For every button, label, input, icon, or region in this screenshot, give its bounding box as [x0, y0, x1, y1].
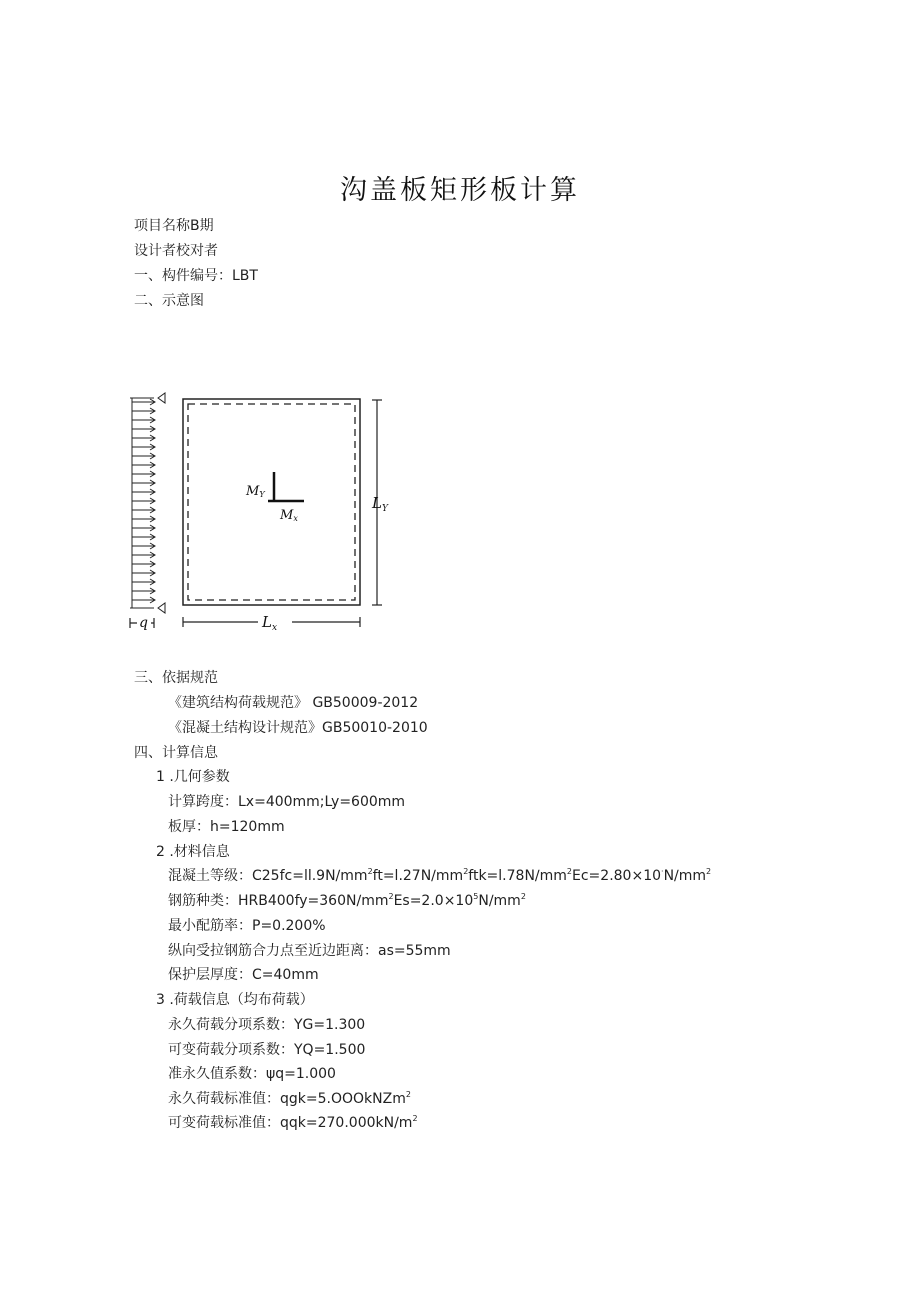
project-name: 项目名称B期	[134, 218, 214, 234]
section-1-member-id: 一、构件编号：LBT	[134, 268, 258, 284]
yg-line: 永久荷载分项系数：YG=1.300	[168, 1017, 366, 1033]
q-label: q	[139, 615, 148, 631]
sub-material: 2 .材料信息	[156, 844, 230, 860]
qgk-line: 永久荷载标准值：qgk=5.OOOkNZm$^2$	[168, 1090, 411, 1107]
support-top-icon	[158, 393, 165, 403]
sub-load: 3 .荷载信息（均布荷载）	[156, 992, 314, 1008]
min-ratio-line: 最小配筋率：P=0.200%	[168, 918, 326, 934]
designer-line: 设计者校对者	[134, 243, 218, 259]
support-bottom-icon	[158, 603, 165, 613]
sub-geometry: 1 .几何参数	[156, 769, 230, 785]
my-label: MY	[246, 484, 265, 499]
slab-diagram	[128, 392, 398, 632]
lx-label: $L_x$	[262, 613, 278, 632]
yq-line: 可变荷载分项系数：YQ=1.500	[168, 1042, 366, 1058]
load-arrows	[132, 399, 155, 603]
ly-label: $L_Y$	[372, 494, 388, 514]
cover-line: 保护层厚度：C=40mm	[168, 967, 319, 983]
mx-label: Mx	[280, 508, 298, 523]
page-title: 沟盖板矩形板计算	[340, 175, 580, 206]
section-2-heading: 二、示意图	[134, 293, 204, 309]
span-line: 计算跨度：Lx=400mm;Ly=600mm	[168, 794, 406, 810]
section-4-heading: 四、计算信息	[134, 745, 218, 761]
thickness-line: 板厚：h=120mm	[168, 819, 285, 835]
concrete-line: 混凝土等级：$C25fc=ll.9N∕mm^2ft=l.27N∕mm^2ftk=l.78N∕mm^2Ec=2.80\times 10^\cdot N∕mm^2$	[168, 867, 712, 884]
section-3-heading: 三、依据规范	[134, 670, 218, 686]
rebar-line: 钢筋种类：$HRB400fy=360N∕mm^2Es=2.0\times 10^5N∕mm^2$	[168, 892, 526, 909]
psi-line: 准永久值系数：ψq=1.000	[168, 1066, 336, 1082]
as-distance-line: 纵向受拉钢筋合力点至近边距离：as=55mm	[168, 943, 451, 959]
qqk-line: 可变荷载标准值：$qqk=270.000kN∕m^2$	[168, 1114, 418, 1131]
code-load: 《建筑结构荷载规范》 GB50009-2012	[168, 695, 419, 711]
code-concrete: 《混凝土结构设计规范》GB50010-2010	[168, 720, 428, 736]
